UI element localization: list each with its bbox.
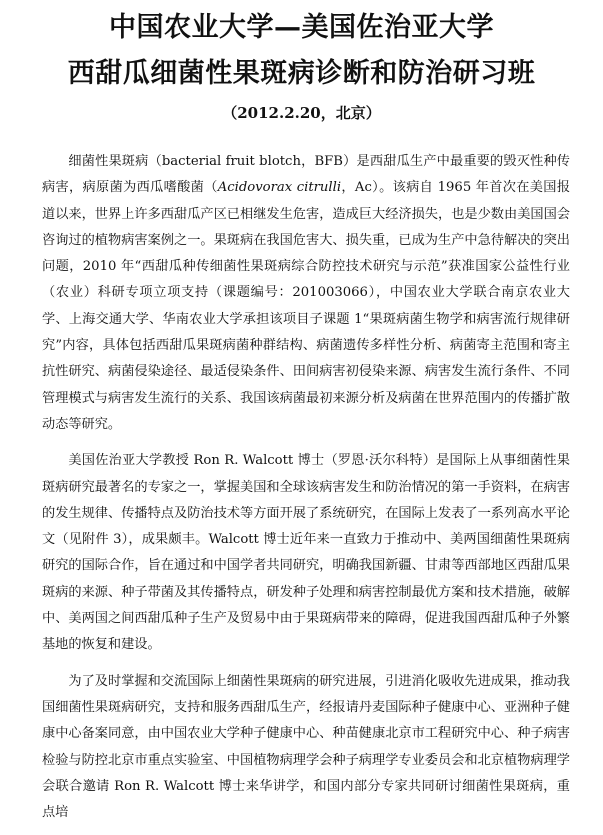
paragraph-intro: 细菌性果斑病（bacterial fruit blotch，BFB）是西甜瓜生产中最重要的毁灭性种传病害，病原菌为西瓜嗜酸菌（Acidovorax citrulli，Ac）。该病自 1965 年首次在美国报道以来，世界上许多西甜瓜产区已相继发生危害，造成巨大经济损失，也是少数由美国国会咨询过的植物病害案例之一。果斑病在我国危害大、损失重，已成为生产中急待解决的突出问题，2010 年“西甜瓜种传细菌性果斑病综合防控技术研究与示范”获准国家公益性行业（农业）科研专项立项支持（课题编号：201003066），中国农业大学联合南京农业大学、上海交通大学、华南农业大学承担该项目子课题 1“果斑病菌生物学和病害流行规律研究”内容，具体包括西甜瓜果斑病菌种群结构、病菌遗传多样性分析、病菌寄主范围和寄主抗性研究、病菌侵染途径、最适侵染条件、田间病害初侵染来源、病害发生流行条件、不同管理模式与病害发生流行的关系、我国该病菌最初来源分析及病菌在世界范围内的传播扩散动态等研究。 bbox=[42, 154, 571, 432]
document-title-line1: 中国农业大学—美国佐治亚大学 bbox=[109, 12, 494, 43]
species-name-italic: Acidovorax citrulli bbox=[217, 180, 342, 196]
paragraph-workshop: 为了及时掌握和交流国际上细菌性果斑病的研究进展，引进消化吸收先进成果，推动我国细菌性果斑病研究，支持和服务西甜瓜生产，经报请丹麦国际种子健康中心、亚洲种子健康中心备案同意，由中国农业大学种子健康中心、种苗健康北京市工程研究中心、种子病害检验与防控北京市重点实验室、中国植物病理学会种子病理学专业委员会和北京植物病理学会联合邀请 Ron R. Walcott 博士来华讲学，和国内部分专家共同研讨细菌性果斑病，重点培 bbox=[42, 673, 570, 821]
document-title-line2: 西甜瓜细菌性果斑病诊断和防治研习班 bbox=[67, 58, 536, 89]
paragraph-walcott: 美国佐治亚大学教授 Ron R. Walcott 博士（罗恩·沃尔科特）是国际上从事细菌性果斑病研究最著名的专家之一，掌握美国和全球该病害发生和防治情况的第一手资料，在病害的发生规律、传播特点及防治技术等方面开展了系统研究，在国际上发表了一系列高水平论文（见附件 3），成果颇丰。Walcott 博士近年来一直致力于推动中、美两国细菌性果斑病研究的国际合作，旨在通过和中国学者共同研究，明确我国新疆、甘肃等西部地区西甜瓜果斑病的来源、种子带菌及其传播特点，研发种子处理和病害控制最优方案和技术措施，破解中、美两国之间西甜瓜种子生产及贸易中由于果斑病带来的障碍，促进我国西甜瓜种子外繁基地的恢复和建设。 bbox=[42, 453, 570, 653]
document-body bbox=[42, 149, 570, 835]
document-subtitle: （2012.2.20，北京） bbox=[222, 104, 381, 122]
